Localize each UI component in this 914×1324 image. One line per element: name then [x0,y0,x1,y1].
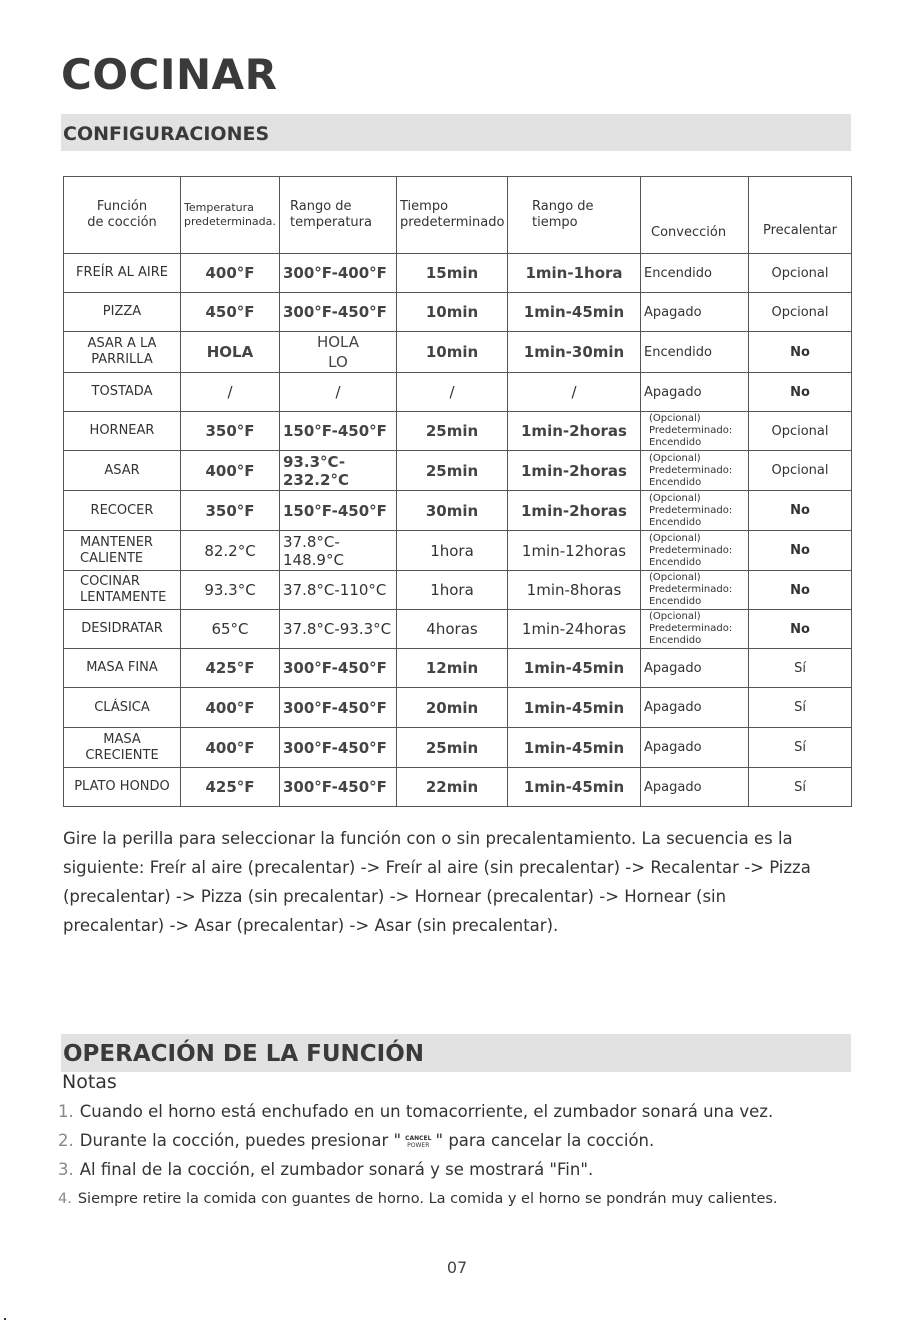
cell-preheat: No [749,610,852,649]
cell-default-temp: 400°F [181,728,280,768]
cell-temp-range: 300°F-450°F [280,649,397,688]
cooking-functions-table [63,176,852,807]
cell-convection: Encendido [641,254,749,293]
header-default-temp: Temperatura predeterminada. [181,177,280,254]
cell-temp-range: 93.3°C-232.2°C [280,451,397,491]
header-preheat: Precalentar [749,177,852,254]
cell-convection: (Opcional) Predeterminado: Encendido [641,531,749,571]
cell-convection: (Opcional) Predeterminado: Encendido [641,491,749,531]
cell-convection: Encendido [641,332,749,373]
header-temp-range: Rango de temperatura [280,177,397,254]
cell-temp-range: 300°F-400°F [280,254,397,293]
cell-default-time: 30min [397,491,508,531]
cell-function: PLATO HONDO [64,768,181,807]
cell-default-temp: 93.3°C [181,571,280,610]
cell-preheat: Opcional [749,293,852,332]
cell-default-temp: / [181,373,280,412]
note-number: 3. [58,1160,74,1179]
cell-time-range: 1min-45min [508,688,641,728]
cell-time-range: 1min-2horas [508,412,641,451]
cell-default-time: 1hora [397,571,508,610]
cell-temp-range: 150°F-450°F [280,412,397,451]
cell-time-range: / [508,373,641,412]
notes-title: Notas [62,1071,117,1093]
note-text: Cuando el horno está enchufado en un tomacorriente, el zumbador sonará una vez. [79,1102,774,1121]
cell-preheat: Sí [749,728,852,768]
note-4 [58,1191,778,1207]
sequence-paragraph: Gire la perilla para seleccionar la función con o sin precalentamiento. La secuencia es la siguiente: Freír al aire (precalentar) -> Freír al aire (sin precalentar) -> Recalentar -> Pizza (precalentar) -> Pizza (sin precalentar) -> Hornear (precalentar) -> Hornear (sin precalentar) -> Asar (precalentar) -> Asar (sin precalentar). [63,829,811,935]
cancel-power-icon: CANCEL POWER [405,1134,432,1149]
table-row [64,254,852,293]
cell-default-time: 1hora [397,531,508,571]
cell-preheat: Sí [749,688,852,728]
page-number: 07 [446,1258,468,1277]
cell-preheat: Opcional [749,451,852,491]
table-row [64,688,852,728]
cell-temp-range: 37.8°C-148.9°C [280,531,397,571]
table-row [64,571,852,610]
cell-function: MASA FINA [64,649,181,688]
cell-time-range: 1min-24horas [508,610,641,649]
cell-function: MASA CRECIENTE [64,728,181,768]
cell-default-time: 12min [397,649,508,688]
cell-preheat: No [749,571,852,610]
cell-time-range: 1min-12horas [508,531,641,571]
cell-default-temp: 82.2°C [181,531,280,571]
cell-temp-range: HOLA LO [280,332,397,373]
table-row [64,768,852,807]
cell-convection: (Opcional) Predeterminado: Encendido [641,451,749,491]
note-number: 2. [58,1131,74,1150]
header-function: Función de cocción [64,177,181,254]
cell-default-time: 10min [397,332,508,373]
cell-default-temp: 350°F [181,412,280,451]
cell-time-range: 1min-8horas [508,571,641,610]
cell-default-temp: 425°F [181,649,280,688]
cell-default-time: 25min [397,412,508,451]
cell-preheat: No [749,332,852,373]
cell-default-temp: 425°F [181,768,280,807]
cell-time-range: 1min-45min [508,293,641,332]
header-default-time: Tiempo predeterminado [397,177,508,254]
cell-default-time: 22min [397,768,508,807]
table-row [64,531,852,571]
cell-convection: Apagado [641,688,749,728]
cell-default-time: 15min [397,254,508,293]
cell-default-time: / [397,373,508,412]
note-text: Durante la cocción, puedes presionar " [79,1131,402,1150]
table-row [64,649,852,688]
cell-preheat: No [749,531,852,571]
cell-function: MANTENER CALIENTE [64,531,181,571]
cell-temp-range: 300°F-450°F [280,688,397,728]
note-3 [58,1160,593,1179]
table-row [64,728,852,768]
cell-default-temp: HOLA [181,332,280,373]
cell-time-range: 1min-1hora [508,254,641,293]
table-row [64,451,852,491]
cell-function: FREÍR AL AIRE [64,254,181,293]
cell-convection: Apagado [641,649,749,688]
cell-default-time: 25min [397,451,508,491]
cell-convection: Apagado [641,373,749,412]
cell-function: PIZZA [64,293,181,332]
cell-convection: Apagado [641,768,749,807]
table-row [64,293,852,332]
table-row [64,491,852,531]
note-text: " para cancelar la cocción. [435,1131,655,1150]
cell-function: COCINAR LENTAMENTE [64,571,181,610]
cell-temp-range: / [280,373,397,412]
cell-default-temp: 400°F [181,254,280,293]
cell-default-time: 10min [397,293,508,332]
cell-time-range: 1min-45min [508,649,641,688]
note-text: Siempre retire la comida con guantes de horno. La comida y el horno se pondrán muy calientes. [77,1191,778,1207]
cell-temp-range: 300°F-450°F [280,728,397,768]
cell-default-time: 25min [397,728,508,768]
page-title: COCINAR [61,50,278,99]
cell-preheat: No [749,491,852,531]
cell-convection: (Opcional) Predeterminado: Encendido [641,610,749,649]
cell-time-range: 1min-45min [508,728,641,768]
cell-time-range: 1min-2horas [508,451,641,491]
cell-default-time: 4horas [397,610,508,649]
cell-default-temp: 400°F [181,688,280,728]
cell-function: TOSTADA [64,373,181,412]
note-number: 4. [58,1191,72,1207]
note-1 [58,1102,773,1121]
table-row [64,412,852,451]
cell-time-range: 1min-30min [508,332,641,373]
cell-function: ASAR A LA PARRILLA [64,332,181,373]
cell-time-range: 1min-2horas [508,491,641,531]
cell-default-temp: 350°F [181,491,280,531]
cell-preheat: Opcional [749,254,852,293]
cell-preheat: Opcional [749,412,852,451]
cell-default-temp: 400°F [181,451,280,491]
table-row [64,373,852,412]
cell-preheat: Sí [749,768,852,807]
cell-temp-range: 300°F-450°F [280,293,397,332]
cell-time-range: 1min-45min [508,768,641,807]
cell-convection: (Opcional) Predeterminado: Encendido [641,571,749,610]
cell-convection: (Opcional) Predeterminado: Encendido [641,412,749,451]
corner-mark [4,1318,6,1320]
cell-default-time: 20min [397,688,508,728]
table-header-row [64,177,852,254]
cell-temp-range: 300°F-450°F [280,768,397,807]
cell-function: CLÁSICA [64,688,181,728]
cell-convection: Apagado [641,293,749,332]
cell-default-temp: 65°C [181,610,280,649]
cell-temp-range: 37.8°C-110°C [280,571,397,610]
cell-function: RECOCER [64,491,181,531]
note-number: 1. [58,1102,74,1121]
note-2 [58,1131,654,1150]
cell-default-temp: 450°F [181,293,280,332]
note-text: Al final de la cocción, el zumbador sonará y se mostrará "Fin". [79,1160,594,1179]
cell-preheat: Sí [749,649,852,688]
header-convection: Convección [641,177,749,254]
table-row [64,332,852,373]
cell-function: DESIDRATAR [64,610,181,649]
cell-function: HORNEAR [64,412,181,451]
cell-convection: Apagado [641,728,749,768]
cell-function: ASAR [64,451,181,491]
cell-temp-range: 37.8°C-93.3°C [280,610,397,649]
header-time-range: Rango de tiempo [508,177,641,254]
cell-temp-range: 150°F-450°F [280,491,397,531]
section-heading-configuraciones: CONFIGURACIONES [61,114,851,151]
cell-preheat: No [749,373,852,412]
table-row [64,610,852,649]
section-heading-operacion: OPERACIÓN DE LA FUNCIÓN [61,1034,851,1072]
